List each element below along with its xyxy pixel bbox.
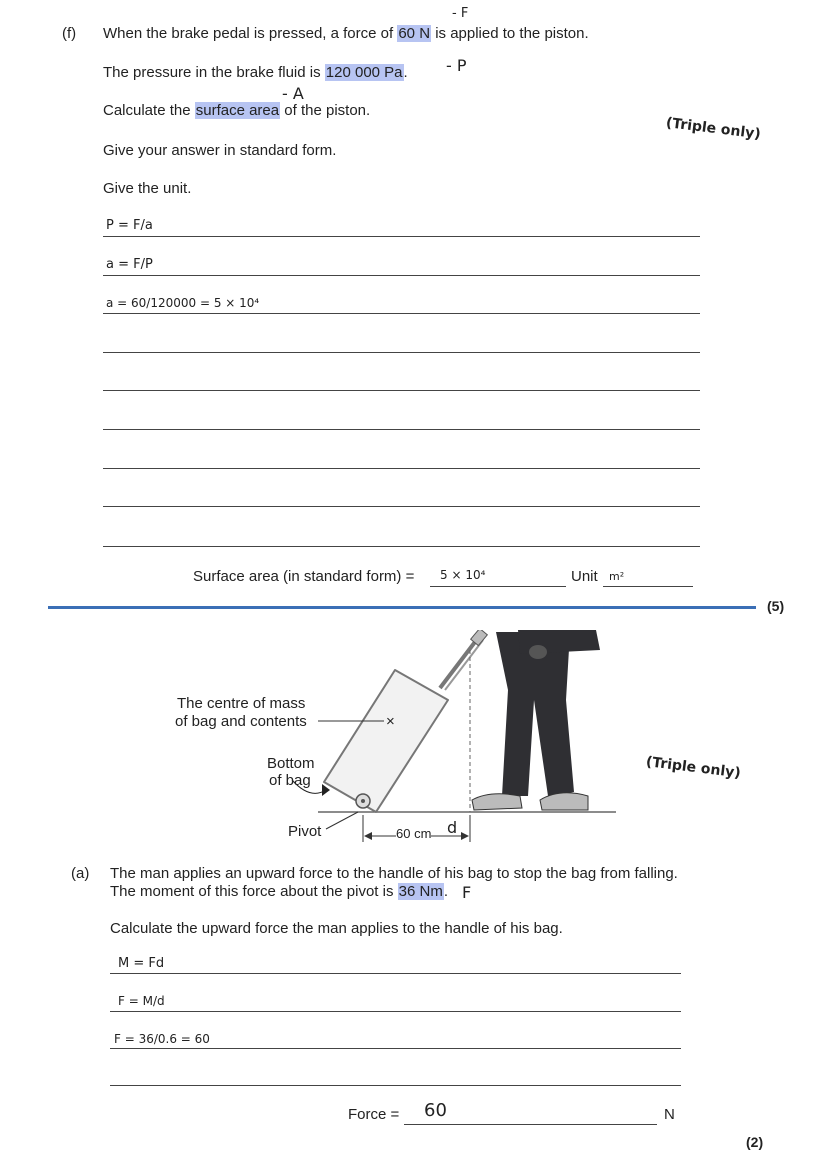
svg-text:×: × — [386, 713, 395, 730]
answer-label-surface-area: Surface area (in standard form) = — [193, 568, 415, 585]
working-a-line-1: M = Fd — [118, 956, 165, 971]
answer-line — [103, 506, 700, 507]
question-text-upward-force: The man applies an upward force to the handle of his bag to stop the bag from falling. — [110, 865, 678, 882]
question-text-pressure: The pressure in the brake fluid is 120 000 Pa. — [103, 64, 408, 81]
answer-value-surface-area: 5 × 10⁴ — [440, 568, 486, 582]
triple-only-tag-top: (Triple only) — [665, 115, 762, 143]
unit-blank — [603, 586, 693, 587]
highlight-60n: 60 N — [398, 25, 431, 42]
unit-value: m² — [609, 570, 625, 583]
working-line-2: a = F/P — [106, 257, 153, 272]
question-text-calculate: Calculate the surface area of the piston. — [103, 102, 371, 119]
triple-only-tag-bottom: (Triple only) — [645, 754, 742, 782]
annotation-f: - F — [452, 6, 469, 21]
answer-line — [103, 352, 700, 353]
question-label-a: (a) — [71, 865, 90, 882]
question-text-calculate-force: Calculate the upward force the man applies to the handle of his bag. — [110, 920, 563, 937]
answer-line — [103, 390, 700, 391]
label-bottom-1: Bottom — [267, 755, 315, 772]
question-text-standard-form: Give your answer in standard form. — [103, 142, 337, 159]
label-bottom-2: of bag — [269, 772, 311, 789]
answer-label-force: Force = — [348, 1106, 400, 1123]
force-answer-blank — [404, 1124, 657, 1125]
working-line-3: a = 60/120000 = 5 × 10⁴ — [106, 296, 260, 310]
highlight-pressure: 120 000 Pa — [325, 64, 403, 81]
label-pivot: Pivot — [288, 823, 322, 840]
label-distance: 60 cm — [396, 826, 432, 841]
marks-f: (5) — [767, 598, 785, 614]
working-a-line-2: F = M/d — [118, 994, 165, 1008]
section-divider — [48, 606, 756, 609]
question-label-f: (f) — [62, 25, 77, 42]
annotation-d: d — [447, 818, 458, 837]
annotation-a: - A — [282, 84, 304, 103]
marks-a: (2) — [746, 1134, 764, 1150]
question-text-unit: Give the unit. — [103, 180, 192, 197]
question-text-moment: The moment of this force about the pivot is 36 Nm. — [110, 883, 449, 900]
answer-line — [110, 1011, 681, 1012]
question-text-force: When the brake pedal is pressed, a force of 60 N is applied to the piston. — [103, 25, 589, 42]
answer-value-force: 60 — [424, 1100, 447, 1121]
answer-line — [103, 468, 700, 469]
working-a-line-3: F = 36/0.6 = 60 — [114, 1032, 210, 1046]
annotation-f-moment: F — [462, 883, 472, 902]
answer-line — [103, 275, 700, 276]
working-line-1: P = F/a — [106, 218, 153, 233]
answer-line — [110, 973, 681, 974]
answer-line — [110, 1085, 681, 1086]
label-centre-of-mass-1: The centre of mass — [177, 695, 306, 712]
unit-newton: N — [664, 1106, 675, 1123]
answer-line — [103, 546, 700, 547]
highlight-36nm: 36 Nm — [398, 883, 443, 900]
answer-blank — [430, 586, 566, 587]
annotation-p: - P — [446, 56, 467, 75]
answer-line — [103, 429, 700, 430]
answer-line — [103, 236, 700, 237]
highlight-surface-area: surface area — [195, 102, 280, 119]
answer-line — [103, 313, 700, 314]
label-centre-of-mass-2: of bag and contents — [175, 713, 307, 730]
unit-label: Unit — [571, 568, 598, 585]
answer-line — [110, 1048, 681, 1049]
